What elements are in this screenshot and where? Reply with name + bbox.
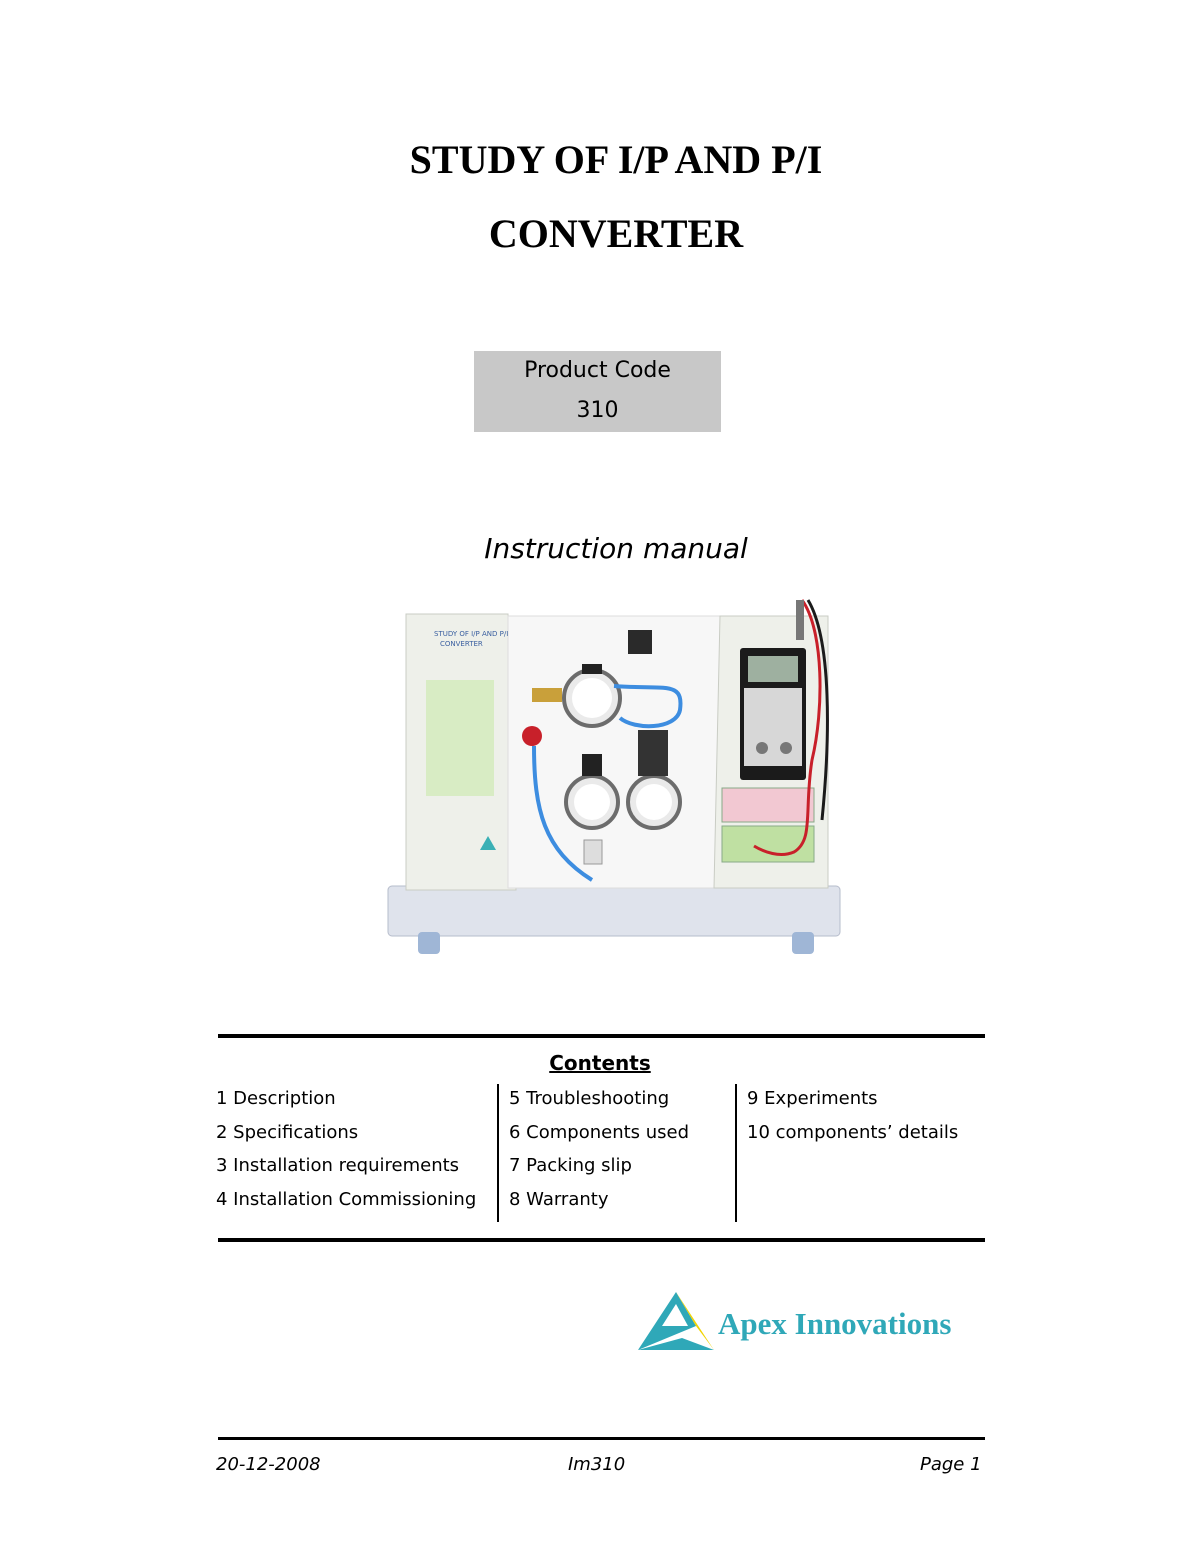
contents-item[interactable]: 4 Installation Commissioning — [216, 1188, 477, 1210]
column-divider — [735, 1084, 737, 1222]
footer-page-number: Page 1 — [920, 1454, 982, 1475]
title-line-2: CONVERTER — [488, 211, 744, 256]
product-code-label: Product Code — [524, 358, 671, 383]
contents-item[interactable]: 5 Troubleshooting — [509, 1088, 670, 1109]
contents-item[interactable]: 10 components’ details — [747, 1121, 959, 1143]
contents-column-1 — [216, 1087, 476, 1221]
contents-item[interactable]: 2 Specifications — [216, 1121, 359, 1143]
contents-bottom-rule — [218, 1238, 985, 1242]
contents-item[interactable]: 1 Description — [216, 1088, 336, 1109]
product-code-box — [474, 351, 721, 432]
contents-column-2 — [509, 1087, 689, 1221]
contents-column-3 — [747, 1087, 958, 1154]
footer-document-id: Im310 — [568, 1454, 626, 1475]
contents-item[interactable]: 6 Components used — [509, 1121, 690, 1143]
product-code-value: 310 — [576, 398, 619, 423]
manual-subtitle: Instruction manual — [484, 532, 748, 565]
column-divider — [497, 1084, 499, 1222]
company-name: Apex Innovations — [718, 1306, 952, 1341]
contents-item[interactable]: 7 Packing slip — [509, 1155, 632, 1177]
contents-item[interactable]: 3 Installation requirements — [216, 1155, 460, 1177]
title-line-1: STUDY OF I/P AND P/I — [409, 137, 823, 182]
footer-rule — [218, 1437, 985, 1440]
product-photo — [384, 590, 848, 962]
footer-date: 20-12-2008 — [216, 1454, 321, 1475]
contents-heading: Contents — [549, 1051, 651, 1075]
contents-item[interactable]: 8 Warranty — [509, 1188, 609, 1210]
svg-text:STUDY OF I/P AND P/I: STUDY OF I/P AND P/I — [434, 630, 509, 638]
contents-top-rule — [218, 1034, 985, 1038]
contents-item[interactable]: 9 Experiments — [747, 1088, 878, 1109]
svg-text:CONVERTER: CONVERTER — [440, 640, 483, 648]
